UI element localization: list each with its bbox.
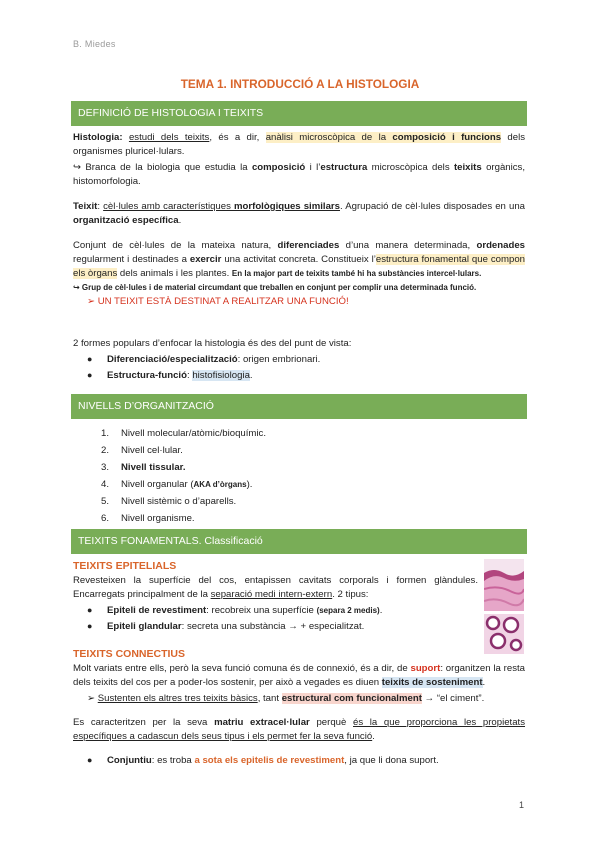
text: teixits: [453, 161, 482, 173]
text: Es caracteritzen per la seva: [73, 716, 215, 728]
list-item: [73, 369, 525, 383]
text: Epiteli de revestiment: [107, 605, 207, 617]
text: Nivell organular (: [121, 478, 194, 490]
text: 2 tipus:: [337, 589, 369, 601]
text: Nivell tissular.: [121, 461, 186, 473]
text: cèl·lules amb característiques: [103, 201, 234, 212]
text: Revesteixen la superfície del cos, entapissen cavitats corporals i formen glàndules. Encarregats principalment de la: [73, 575, 478, 601]
text: . Agrupació de cèl·lules disposades en una: [340, 201, 525, 212]
bullet-icon: ●: [87, 620, 93, 631]
text: és la que proporciona les propietats específiques a cadascun dels seus tipus i els permet fer la seva funció: [73, 716, 526, 742]
text: orgànics, histomorfologia.: [73, 161, 526, 187]
text: suport: [410, 663, 441, 675]
text: dels organismes pluricel·lulars.: [73, 132, 526, 157]
text: una activitat concreta. Constitueix l’: [221, 253, 376, 265]
text: composició i funcions: [392, 132, 502, 143]
text: , ja que li dona suport.: [344, 754, 439, 766]
text: .: [379, 605, 383, 617]
text: ordenades: [476, 240, 525, 251]
section-header-nivells: NIVELLS D’ORGANITZACIÓ: [71, 394, 527, 419]
grup-note: ↪ Grup de cèl·lules i de material circumdant que treballen en conjunt per complir una determinada funció.: [73, 282, 477, 292]
text: → “el ciment”.: [421, 693, 485, 705]
epitelials-heading: TEIXITS EPITELIALS: [73, 560, 177, 572]
bullet-icon: ●: [87, 353, 93, 364]
text: Nivell sistèmic o d’aparells.: [121, 495, 237, 507]
text: a sota els epitelis de revestiment: [194, 754, 345, 766]
formes-block: [73, 337, 525, 385]
teixit-definition: [73, 200, 525, 228]
arrow-icon: ➢: [87, 693, 98, 705]
text: estructural com funcionalment: [281, 693, 422, 705]
text: .: [372, 730, 375, 742]
bullet-icon: ●: [87, 605, 93, 616]
list-item: [73, 478, 525, 492]
list-item: [73, 427, 525, 441]
text: morfològiques similars: [234, 201, 340, 212]
text: d’una manera determinada,: [339, 240, 477, 251]
page-title: TEMA 1. INTRODUCCIÓ A LA HISTOLOGIA: [180, 77, 420, 91]
text: matriu extracel·lular: [214, 716, 310, 728]
histologia-def: estudi dels teixits: [128, 132, 210, 143]
highlight-estructura: estructura fonamental que compon els òrgans: [73, 253, 526, 279]
text: diferenciades: [277, 240, 340, 251]
text: Nivell molecular/atòmic/bioquímic.: [121, 428, 267, 439]
connectius-block: [73, 647, 525, 770]
section-header-definicio: DEFINICIÓ DE HISTOLOGIA I TEIXITS: [71, 101, 527, 126]
text: 6.: [101, 512, 110, 524]
text: : recobreix una superfície: [206, 605, 317, 617]
text: .: [482, 677, 486, 689]
highlight-analisi: [266, 132, 501, 143]
text: (separa 2 medis): [316, 606, 380, 616]
text: , tant: [257, 693, 282, 705]
histologia-definition: [73, 131, 525, 189]
text: estructura: [320, 161, 368, 173]
text: dels animals i les plantes.: [117, 267, 232, 279]
text: :: [186, 369, 193, 381]
text: separació medi intern-extern: [210, 589, 333, 601]
text: 5.: [101, 495, 110, 507]
text: , és a dir,: [209, 132, 266, 143]
text: .: [332, 589, 338, 601]
text: Conjunt de cèl·lules de la mateixa natura,: [73, 240, 278, 251]
text: 4.: [101, 478, 110, 490]
destinat-callout: ➢ UN TEIXIT ESTÀ DESTINAT A REALITZAR UNA FUNCIÓ!: [87, 296, 349, 308]
list-item: [73, 495, 525, 509]
text: composició: [251, 161, 306, 173]
text: Nivell cel·lular.: [121, 444, 183, 456]
text: : origen embrionari.: [237, 353, 321, 365]
list-item: [73, 461, 525, 475]
text: 1.: [101, 428, 110, 439]
text: teixits de sosteniment: [381, 677, 483, 689]
text: anàlisi microscòpica de la: [265, 132, 393, 143]
text: Conjuntiu: [107, 754, 152, 766]
text: Nivell organisme.: [121, 512, 195, 524]
text: AKA d’òrgans: [193, 479, 247, 489]
page-number: 1: [519, 800, 525, 810]
bullet-icon: ●: [87, 754, 93, 765]
text: ↪ Branca de la biologia que estudia la: [73, 161, 252, 173]
text: ).: [246, 478, 253, 490]
teixit-underline: [103, 201, 340, 212]
nivells-list: [73, 424, 525, 528]
header-author: B. Miedes: [73, 39, 116, 49]
list-item: [73, 604, 478, 618]
text: : secreta una substància → + especialitzat.: [181, 620, 365, 632]
text: regularment i destinades a: [73, 253, 190, 265]
text: exercir: [189, 253, 222, 265]
histologia-term: Histologia:: [73, 132, 123, 143]
bullet-icon: ●: [87, 369, 93, 380]
formes-intro: 2 formes populars d’enfocar la histologia és des del punt de vista:: [73, 338, 352, 349]
text: perquè: [309, 716, 353, 728]
text: : organitzen la resta dels teixits del cos per a poder-los sostenir, per això a vegades es diuen: [73, 663, 525, 689]
text: .: [178, 214, 182, 226]
list-item: [73, 512, 525, 526]
text: microscòpica dels: [367, 161, 454, 173]
text: 2.: [101, 444, 110, 456]
text: Epiteli glandular: [107, 620, 182, 632]
text: i l’: [305, 161, 321, 173]
text: Estructura-funció: [107, 369, 187, 381]
section-header-teixits: TEIXITS FONAMENTALS. Classificació: [71, 529, 527, 554]
list-item: [73, 444, 525, 458]
epitelials-block: [73, 559, 478, 636]
text: 3.: [101, 461, 110, 473]
text: En la major part de teixits també hi ha substàncies intercel·lulars.: [231, 268, 482, 278]
list-item: [73, 353, 525, 367]
text: Diferenciació/especialització: [107, 353, 238, 365]
list-item: [73, 620, 478, 634]
text: : es troba: [151, 754, 195, 766]
connectius-heading: TEIXITS CONNECTIUS: [73, 648, 186, 660]
text: Sustenten els altres tres teixits bàsics: [97, 693, 258, 705]
text: histofisiologia: [192, 369, 250, 381]
text: Molt variats entre ells, però la seva funció comuna és de connexió, és a dir, de: [73, 663, 411, 675]
teixit-term: Teixit: [73, 201, 98, 212]
list-item: [73, 754, 525, 768]
text: organització específica: [73, 214, 179, 226]
text: .: [249, 369, 253, 381]
conjunt-paragraph: [73, 239, 525, 309]
epithelium-micrograph: [484, 559, 524, 611]
text: :: [97, 201, 104, 212]
